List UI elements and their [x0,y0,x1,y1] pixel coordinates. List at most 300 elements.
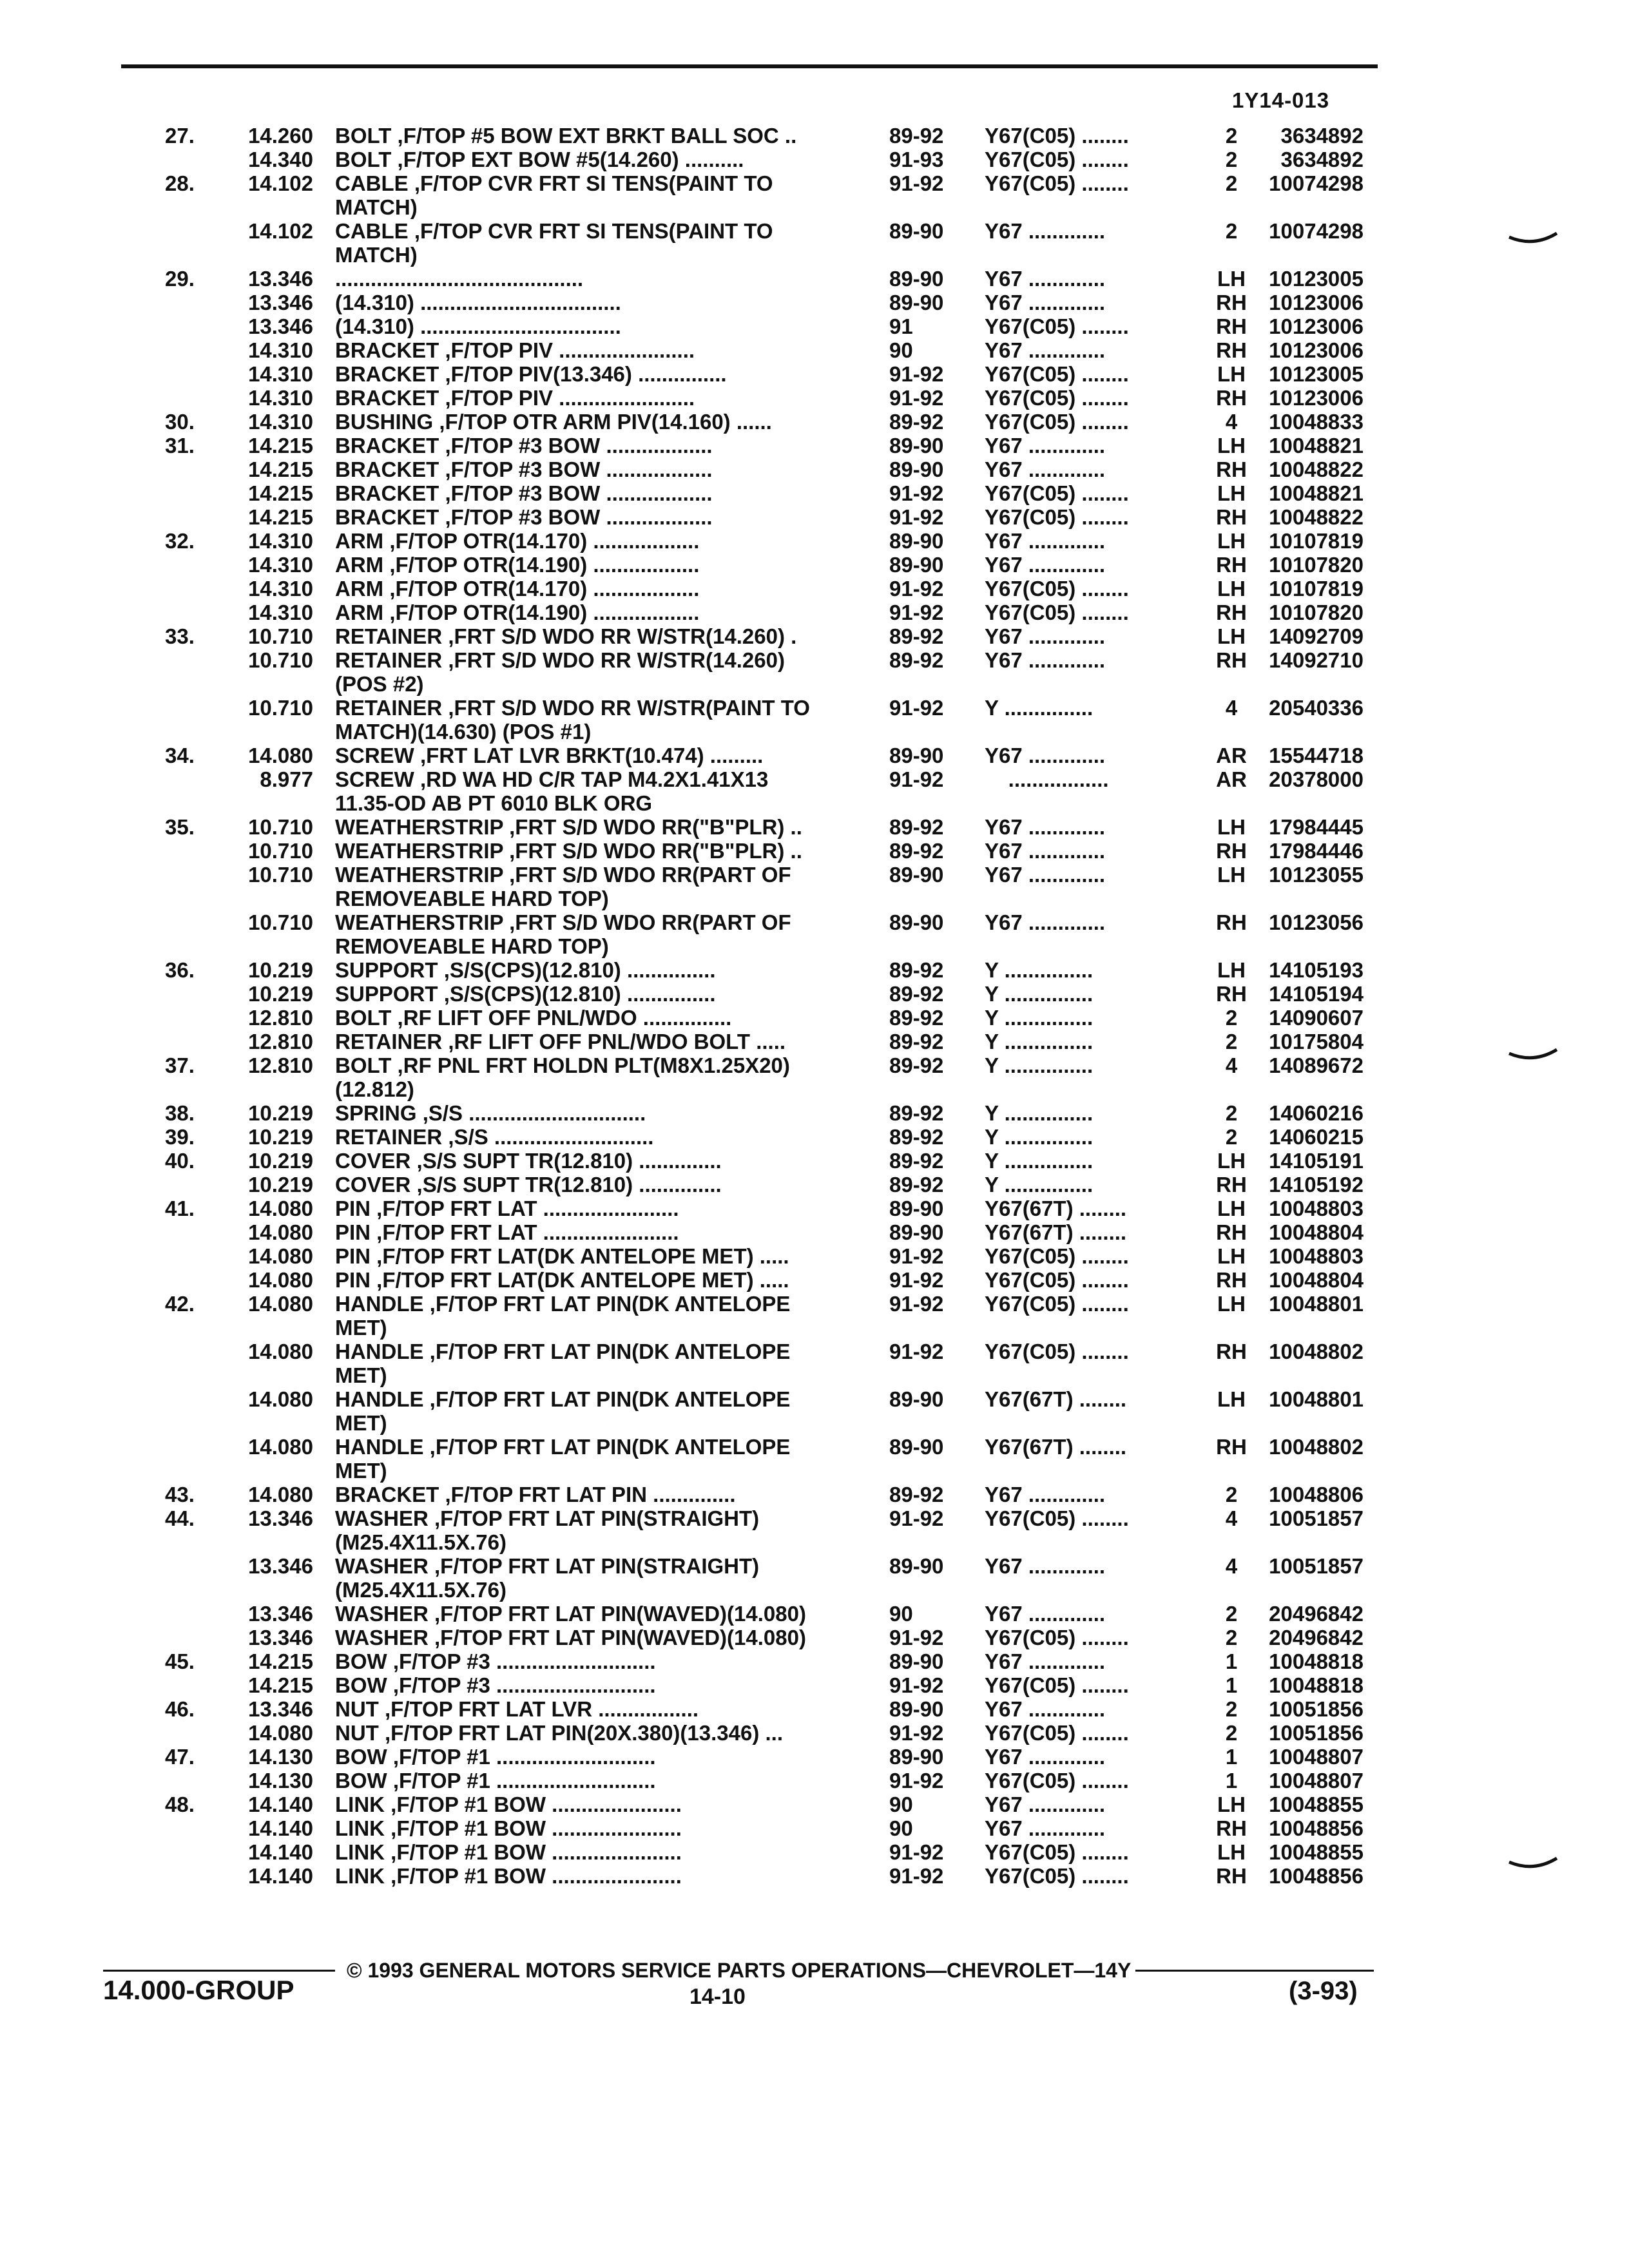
group-number: 14.310 [248,410,313,434]
part-number: 17984445 [1269,815,1364,839]
part-description: SCREW ,FRT LAT LVR BRKT(10.474) ......... [335,744,764,767]
part-number: 14105191 [1269,1149,1364,1173]
table-row [148,1220,1405,1244]
quantity: 1 [1225,1649,1238,1673]
quantity: RH [1216,1173,1247,1196]
group-number: 14.080 [248,1292,313,1316]
table-row [148,601,1405,624]
model-code: Y ............... [985,696,1094,720]
quantity: LH [1217,362,1246,386]
ref-number: 45. [165,1649,195,1673]
table-row [148,1769,1405,1792]
table-row [148,1387,1405,1435]
part-description: WASHER ,F/TOP FRT LAT PIN(WAVED)(14.080) [335,1626,806,1649]
quantity: 2 [1225,1483,1238,1506]
table-row [148,863,1405,910]
quantity: 4 [1225,1506,1238,1530]
table-row [148,1792,1405,1816]
part-number: 10048855 [1269,1840,1364,1864]
model-code: Y67 ............. [985,1697,1106,1721]
group-number: 10.710 [248,648,313,672]
group-number: 13.346 [248,291,313,314]
model-code: Y67(67T) ........ [985,1387,1127,1411]
model-years: 89-92 [889,958,944,982]
ref-number: 36. [165,958,195,982]
group-number: 14.140 [248,1816,313,1840]
model-code: Y ............... [985,1053,1094,1077]
quantity: RH [1216,457,1247,481]
part-description: WEATHERSTRIP ,FRT S/D WDO RR("B"PLR) .. [335,839,802,863]
group-number: 13.346 [248,1626,313,1649]
part-number: 10048821 [1269,434,1364,457]
group-number: 14.080 [248,1340,313,1363]
model-code: Y67 ............. [985,1554,1106,1578]
quantity: LH [1217,577,1246,601]
model-years: 91-92 [889,577,944,601]
part-number: 10048821 [1269,481,1364,505]
quantity: LH [1217,1149,1246,1173]
quantity: 2 [1225,1006,1238,1030]
group-number: 14.102 [248,171,313,195]
model-code: Y67(C05) ........ [985,1769,1129,1792]
ref-number: 31. [165,434,195,457]
table-row [148,1196,1405,1220]
ref-number: 38. [165,1101,195,1125]
table-row [148,362,1405,386]
part-description: HANDLE ,F/TOP FRT LAT PIN(DK ANTELOPE MET) [335,1387,791,1435]
part-number: 20540336 [1269,696,1364,720]
part-description: ARM ,F/TOP OTR(14.190) .................. [335,601,700,624]
footer-rule-right [1135,1970,1374,1972]
part-number: 10048818 [1269,1673,1364,1697]
part-number: 10048818 [1269,1649,1364,1673]
ref-number: 30. [165,410,195,434]
part-number: 10123006 [1269,291,1364,314]
group-number: 14.080 [248,1435,313,1459]
model-years: 89-90 [889,529,944,553]
part-number: 10048801 [1269,1387,1364,1411]
quantity: 1 [1225,1745,1238,1769]
model-years: 89-90 [889,1220,944,1244]
model-years: 91-92 [889,1626,944,1649]
model-years: 91-92 [889,601,944,624]
quantity: RH [1216,601,1247,624]
part-description: PIN ,F/TOP FRT LAT(DK ANTELOPE MET) ..... [335,1244,789,1268]
part-description: SUPPORT ,S/S(CPS)(12.810) ............... [335,982,716,1006]
footer-page-number: 14-10 [689,1984,746,2009]
top-rule [121,64,1378,68]
group-number: 14.080 [248,1268,313,1292]
margin-mark-check [1508,1856,1559,1875]
model-years: 91-92 [889,362,944,386]
part-number: 10048833 [1269,410,1364,434]
part-number: 14060216 [1269,1101,1364,1125]
part-description: SCREW ,RD WA HD C/R TAP M4.2X1.41X13 11.35-OD AB PT 6010 BLK ORG [335,767,769,815]
model-years: 89-92 [889,1125,944,1149]
table-row [148,1149,1405,1173]
model-code: Y ............... [985,1173,1094,1196]
table-row [148,1506,1405,1554]
quantity: 1 [1225,1673,1238,1697]
part-description: ARM ,F/TOP OTR(14.170) .................. [335,529,700,553]
table-row [148,767,1405,815]
model-years: 91-92 [889,386,944,410]
model-years: 89-92 [889,1030,944,1053]
table-row [148,434,1405,457]
model-code: Y67 ............. [985,839,1106,863]
model-years: 89-92 [889,982,944,1006]
part-number: 10048856 [1269,1864,1364,1888]
part-number: 10123006 [1269,314,1364,338]
model-code: Y67(C05) ........ [985,1340,1129,1363]
model-years: 89-92 [889,124,944,148]
model-years: 89-92 [889,410,944,434]
part-number: 10123005 [1269,362,1364,386]
part-number: 14060215 [1269,1125,1364,1149]
model-years: 89-92 [889,839,944,863]
table-row [148,1173,1405,1196]
model-years: 89-90 [889,1554,944,1578]
group-number: 10.219 [248,982,313,1006]
model-code: Y ............... [985,1030,1094,1053]
model-years: 89-90 [889,434,944,457]
ref-number: 37. [165,1053,195,1077]
model-code: Y67(C05) ........ [985,1721,1129,1745]
group-number: 13.346 [248,1554,313,1578]
model-code: Y67(C05) ........ [985,1244,1129,1268]
part-description: PIN ,F/TOP FRT LAT(DK ANTELOPE MET) ..... [335,1268,789,1292]
part-description: CABLE ,F/TOP CVR FRT SI TENS(PAINT TO MATCH) [335,219,773,267]
quantity: 2 [1225,1602,1238,1626]
part-description: RETAINER ,FRT S/D WDO RR W/STR(14.260) . [335,624,797,648]
group-number: 14.310 [248,577,313,601]
model-years: 89-92 [889,1173,944,1196]
part-number: 10048856 [1269,1816,1364,1840]
quantity: 2 [1225,1626,1238,1649]
table-row [148,1554,1405,1602]
table-row [148,1697,1405,1721]
group-number: 14.080 [248,1721,313,1745]
part-description: WASHER ,F/TOP FRT LAT PIN(STRAIGHT) (M25.4X11.5X.76) [335,1506,760,1554]
ref-number: 27. [165,124,195,148]
group-number: 13.346 [248,1697,313,1721]
model-years: 91-92 [889,1673,944,1697]
table-row [148,481,1405,505]
group-number: 10.710 [248,624,313,648]
table-row [148,982,1405,1006]
part-description: LINK ,F/TOP #1 BOW ...................... [335,1864,682,1888]
quantity: LH [1217,1387,1246,1411]
model-code: Y67 ............. [985,553,1106,577]
group-number: 14.080 [248,1196,313,1220]
quantity: RH [1216,314,1247,338]
model-years: 91-92 [889,171,944,195]
table-row [148,1053,1405,1101]
group-number: 14.140 [248,1792,313,1816]
quantity: RH [1216,386,1247,410]
table-row [148,1244,1405,1268]
part-description: WEATHERSTRIP ,FRT S/D WDO RR("B"PLR) .. [335,815,802,839]
part-number: 10107820 [1269,601,1364,624]
part-number: 10048803 [1269,1196,1364,1220]
footer-date: (3-93) [1289,1977,1358,2005]
part-description: WASHER ,F/TOP FRT LAT PIN(STRAIGHT) (M25.4X11.5X.76) [335,1554,760,1602]
model-years: 90 [889,1602,913,1626]
quantity: 4 [1225,410,1238,434]
quantity: 2 [1225,1101,1238,1125]
ref-number: 28. [165,171,195,195]
table-row [148,1006,1405,1030]
quantity: 2 [1225,1030,1238,1053]
model-years: 89-90 [889,219,944,243]
parts-list [148,124,1405,1888]
group-number: 10.710 [248,815,313,839]
quantity: AR [1216,744,1247,767]
part-number: 10048822 [1269,457,1364,481]
model-code: Y67(C05) ........ [985,314,1129,338]
model-years: 89-90 [889,1697,944,1721]
group-number: 13.346 [248,1506,313,1530]
quantity: LH [1217,815,1246,839]
table-row [148,529,1405,553]
ref-number: 41. [165,1196,195,1220]
model-years: 89-90 [889,1387,944,1411]
table-row [148,1816,1405,1840]
quantity: RH [1216,839,1247,863]
model-years: 89-90 [889,553,944,577]
model-years: 91-92 [889,1769,944,1792]
part-description: RETAINER ,FRT S/D WDO RR W/STR(14.260) (POS #2) [335,648,785,696]
model-years: 90 [889,338,913,362]
group-number: 10.219 [248,1149,313,1173]
model-code: Y67(C05) ........ [985,1864,1129,1888]
part-description: BRACKET ,F/TOP PIV(13.346) ............... [335,362,727,386]
quantity: LH [1217,863,1246,887]
model-code: Y67(C05) ........ [985,505,1129,529]
model-code: Y67 ............. [985,1649,1106,1673]
group-number: 14.310 [248,338,313,362]
part-description: BRACKET ,F/TOP #3 BOW .................. [335,434,713,457]
model-years: 89-92 [889,648,944,672]
part-description: PIN ,F/TOP FRT LAT ....................... [335,1196,679,1220]
table-row [148,1745,1405,1769]
model-years: 89-90 [889,744,944,767]
quantity: AR [1216,767,1247,791]
part-number: 10051857 [1269,1506,1364,1530]
quantity: 2 [1225,1125,1238,1149]
model-code: Y67 ............. [985,267,1106,291]
part-number: 10048802 [1269,1340,1364,1363]
part-number: 14105193 [1269,958,1364,982]
group-number: 14.310 [248,553,313,577]
group-number: 10.219 [248,958,313,982]
model-code: Y67 ............. [985,815,1106,839]
model-years: 89-92 [889,1149,944,1173]
part-description: .......................................... [335,267,584,291]
model-code: Y67(67T) ........ [985,1220,1127,1244]
part-description: BOW ,F/TOP #1 ........................... [335,1745,656,1769]
quantity: 1 [1225,1769,1238,1792]
part-number: 10048806 [1269,1483,1364,1506]
group-number: 12.810 [248,1030,313,1053]
part-number: 10051856 [1269,1721,1364,1745]
part-description: BOW ,F/TOP #1 ........................... [335,1769,656,1792]
model-code: Y67 ............. [985,1816,1106,1840]
footer-rule-left [103,1970,335,1972]
part-description: ARM ,F/TOP OTR(14.190) .................. [335,553,700,577]
footer-copyright: © 1993 GENERAL MOTORS SERVICE PARTS OPERATIONS—CHEVROLET—14Y [347,1959,1132,1982]
model-years: 91-93 [889,148,944,171]
model-years: 89-90 [889,1745,944,1769]
group-number: 14.215 [248,505,313,529]
group-number: 14.310 [248,362,313,386]
model-years: 91-92 [889,1292,944,1316]
model-code: Y ............... [985,958,1094,982]
part-description: BOLT ,F/TOP #5 BOW EXT BRKT BALL SOC .. [335,124,797,148]
ref-number: 35. [165,815,195,839]
table-row [148,744,1405,767]
model-code: Y ............... [985,982,1094,1006]
part-number: 14090607 [1269,1006,1364,1030]
model-years: 89-92 [889,1101,944,1125]
quantity: RH [1216,982,1247,1006]
part-description: SPRING ,S/S .............................. [335,1101,646,1125]
quantity: RH [1216,291,1247,314]
part-description: BRACKET ,F/TOP FRT LAT PIN .............. [335,1483,736,1506]
part-description: COVER ,S/S SUPT TR(12.810) .............. [335,1173,722,1196]
part-description: WASHER ,F/TOP FRT LAT PIN(WAVED)(14.080) [335,1602,806,1626]
part-number: 10175804 [1269,1030,1364,1053]
quantity: 2 [1225,1697,1238,1721]
model-years: 89-92 [889,1006,944,1030]
quantity: RH [1216,1220,1247,1244]
model-code: Y67 ............. [985,529,1106,553]
part-description: NUT ,F/TOP FRT LAT PIN(20X.380)(13.346) ... [335,1721,783,1745]
table-row [148,1125,1405,1149]
table-row [148,1864,1405,1888]
model-years: 91-92 [889,505,944,529]
table-row [148,1030,1405,1053]
table-row [148,171,1405,219]
model-code: Y67(C05) ........ [985,1840,1129,1864]
group-number: 14.140 [248,1840,313,1864]
part-description: (14.310) .................................. [335,314,621,338]
part-description: BOLT ,RF PNL FRT HOLDN PLT(M8X1.25X20) (12.812) [335,1053,790,1101]
table-row [148,839,1405,863]
quantity: 4 [1225,1554,1238,1578]
quantity: LH [1217,267,1246,291]
table-row [148,410,1405,434]
quantity: 2 [1225,1721,1238,1745]
group-number: 14.102 [248,219,313,243]
part-number: 10048807 [1269,1769,1364,1792]
model-years: 91-92 [889,1340,944,1363]
part-description: LINK ,F/TOP #1 BOW ...................... [335,1816,682,1840]
quantity: 2 [1225,219,1238,243]
part-description: WEATHERSTRIP ,FRT S/D WDO RR(PART OF REMOVEABLE HARD TOP) [335,863,791,910]
model-years: 89-90 [889,1196,944,1220]
group-number: 13.346 [248,314,313,338]
table-row [148,1268,1405,1292]
table-row [148,696,1405,744]
model-code: Y67 ............. [985,219,1106,243]
quantity: LH [1217,624,1246,648]
part-number: 3634892 [1280,148,1364,171]
model-code: Y67(C05) ........ [985,601,1129,624]
quantity: LH [1217,1840,1246,1864]
quantity: RH [1216,553,1247,577]
part-number: 10048803 [1269,1244,1364,1268]
group-number: 14.080 [248,1244,313,1268]
ref-number: 40. [165,1149,195,1173]
model-code: Y67 ............. [985,1483,1106,1506]
model-code: Y ............... [985,1125,1094,1149]
part-description: RETAINER ,FRT S/D WDO RR W/STR(PAINT TO MATCH)(14.630) (POS #1) [335,696,810,744]
group-number: 14.080 [248,1483,313,1506]
part-number: 20496842 [1269,1602,1364,1626]
part-number: 10123006 [1269,386,1364,410]
model-code: Y67 ............. [985,291,1106,314]
group-number: 10.219 [248,1101,313,1125]
quantity: RH [1216,1816,1247,1840]
model-code: Y67(C05) ........ [985,124,1129,148]
table-row [148,1602,1405,1626]
group-number: 14.140 [248,1864,313,1888]
model-code: Y67 ............. [985,1745,1106,1769]
part-number: 14105194 [1269,982,1364,1006]
part-description: RETAINER ,S/S ........................... [335,1125,654,1149]
model-code: Y67(C05) ........ [985,410,1129,434]
part-description: HANDLE ,F/TOP FRT LAT PIN(DK ANTELOPE MET) [335,1435,791,1483]
table-row [148,291,1405,314]
model-years: 91-92 [889,1244,944,1268]
quantity: RH [1216,338,1247,362]
group-number: 13.346 [248,1602,313,1626]
model-code: Y67(C05) ........ [985,1292,1129,1316]
model-code: Y67(C05) ........ [985,362,1129,386]
ref-number: 46. [165,1697,195,1721]
ref-number: 34. [165,744,195,767]
part-description: (14.310) .................................. [335,291,621,314]
part-number: 14089672 [1269,1053,1364,1077]
quantity: RH [1216,910,1247,934]
model-code: Y ............... [985,1101,1094,1125]
part-description: LINK ,F/TOP #1 BOW ...................... [335,1792,682,1816]
model-code: Y67 ............. [985,338,1106,362]
model-years: 91-92 [889,1506,944,1530]
table-row [148,386,1405,410]
group-number: 12.810 [248,1053,313,1077]
ref-number: 32. [165,529,195,553]
model-code: Y67(67T) ........ [985,1435,1127,1459]
quantity: LH [1217,529,1246,553]
group-number: 14.080 [248,1387,313,1411]
table-row [148,1483,1405,1506]
part-description: BRACKET ,F/TOP #3 BOW .................. [335,505,713,529]
ref-number: 44. [165,1506,195,1530]
model-code: Y67(67T) ........ [985,1196,1127,1220]
part-number: 17984446 [1269,839,1364,863]
part-description: BRACKET ,F/TOP PIV ....................... [335,386,695,410]
margin-mark-check [1508,1047,1559,1066]
quantity: LH [1217,1196,1246,1220]
quantity: LH [1217,481,1246,505]
model-code: Y67 ............. [985,1792,1106,1816]
part-number: 10051857 [1269,1554,1364,1578]
part-number: 10048822 [1269,505,1364,529]
model-years: 89-90 [889,457,944,481]
table-row [148,314,1405,338]
